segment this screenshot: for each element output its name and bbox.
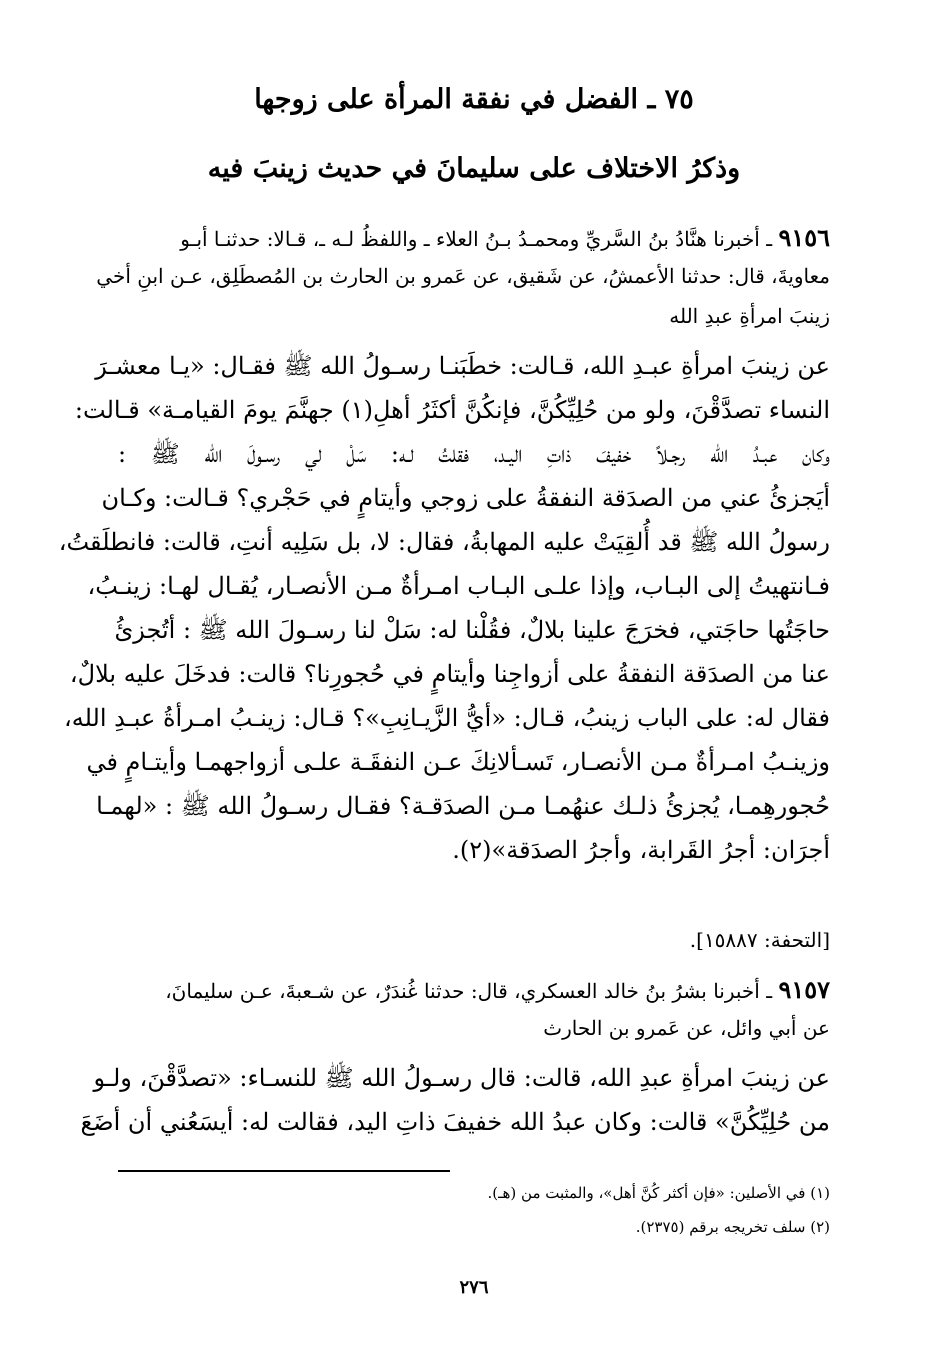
hadith-9156-text-line: وكان عبـدُ الله رجـلاً خفيفَ ذاتِ اليـد، فقلتُ لـه: سَلْ لي رسـولَ الله ﷺ : xyxy=(118,440,830,468)
hadith-9156-text-line: أيَجزئُ عني من الصدَقة النفقةُ على زوجي وأيتامٍ في حَجْري؟ قـالت: وكـان xyxy=(101,484,830,512)
hadith-9156-text-line: حاجَتُها حاجَتي، فخرَجَ علينا بلالٌ، فقُلْنا له: سَلْ لنا رسـولَ الله ﷺ : أتُجزئُ xyxy=(114,616,830,644)
chapter-subtitle: وذكرُ الاختلاف على سليمانَ في حديث زينبَ فيه xyxy=(207,153,741,184)
hadith-9156-text-line: فـانتهيتُ إلى البـاب، وإذا علـى البـاب امـرأةٌ مـن الأنصـار، يُقـال لهـا: زينـبُ، xyxy=(87,572,830,600)
hadith-9156-text-line: عن زينبَ امرأةِ عبـدِ الله، قـالت: خطَبَنـا رسـولُ الله ﷺ فقـال: «يـا معشـرَ xyxy=(95,352,830,380)
hadith-9156-text-line: رسولُ الله ﷺ قد أُلقِيَتْ عليه المهابةُ، فقال: لا، بل سَلِيه أنتِ، قالت: فانطلَقتُ، xyxy=(58,528,830,556)
hadith-9156-isnad-line: ٩١٥٦ ـ أخبرنا هنَّادُ بنُ السَّريِّ ومحمـدُ بـنُ العلاء ـ واللفظُ لـه ـ، قـالا: حدثنـا أبـو xyxy=(180,223,830,252)
hadith-9156-isnad-line: معاويةَ، قال: حدثنا الأعمشُ، عن شَقيق، عن عَمرو بن الحارث بن المُصطَلِق، عـن ابنِ أخي xyxy=(96,264,830,288)
hadith-9157-text-line: عن زينبَ امرأةِ عبدِ الله، قالت: قال رسـولُ الله ﷺ للنسـاء: «تصدَّقْنَ، ولـو xyxy=(93,1064,830,1092)
hadith-9156-text-line: حُجورهِمـا، يُجزئُ ذلـك عنهُمـا مـن الصدَقـة؟ فقـال رسـولُ الله ﷺ : «لهمـا xyxy=(96,792,830,820)
chapter-title: ٧٥ ـ الفضل في نفقة المرأة على زوجها xyxy=(254,84,694,115)
hadith-number: ٩١٥٦ xyxy=(778,223,830,252)
hadith-9156-isnad-line: زينبَ امرأةِ عبدِ الله xyxy=(669,304,830,328)
hadith-9156-text-line: النساء تصدَّقْنَ، ولو من حُلِيِّكُنَّ، فإنكُنَّ أكثَرُ أهلِ(١) جهنَّمَ يومَ القيامـة» قـالت: xyxy=(74,396,830,424)
footnote: (١) في الأصلين: «فإن أكثر كُنَّ أهل»، والمثبت من (هـ). xyxy=(487,1184,830,1202)
hadith-9157-isnad-line: ٩١٥٧ ـ أخبرنا بشرُ بنُ خالد العسكري، قال: حدثنا غُندَرٌ، عن شـعبةَ، عـن سليمانَ، xyxy=(165,975,830,1004)
footnote-separator xyxy=(118,1170,450,1172)
hadith-9156-text-line: أجرَان: أجرُ القَرابة، وأجرُ الصدَقة»(٢). xyxy=(452,836,830,864)
tuhfa-reference: [التحفة: ١٥٨٨٧]. xyxy=(689,928,830,952)
footnote: (٢) سلف تخريجه برقم (٢٣٧٥). xyxy=(635,1218,830,1236)
hadith-9157-isnad-line: عن أبي وائل، عن عَمرو بن الحارث xyxy=(543,1016,830,1040)
hadith-9157-text-line: من حُلِيِّكُنَّ» قالت: وكان عبدُ الله خفيفَ ذاتِ اليد، فقالت له: أيسَعُني أن أضَعَ xyxy=(80,1108,830,1136)
hadith-9156-text-line: فقال له: على الباب زينبُ، قـال: «أيُّ الزَّيـانِبِ»؟ قـال: زينـبُ امـرأةُ عبـدِ الله، xyxy=(63,704,830,732)
hadith-9156-text-line: عنا من الصدَقة النفقةُ على أزواجِنا وأيتامٍ في حُجورِنا؟ قالت: فدخَلَ عليه بلالٌ، xyxy=(69,660,830,688)
page-number: ٢٧٦ xyxy=(459,1277,489,1298)
hadith-9156-text-line: وزينـبُ امـرأةٌ مـن الأنصـار، تَسـألانِكَ عـن النفقَـة علـى أزواجهمـا وأيتـامٍ في xyxy=(86,748,830,776)
hadith-number: ٩١٥٧ xyxy=(778,975,830,1004)
